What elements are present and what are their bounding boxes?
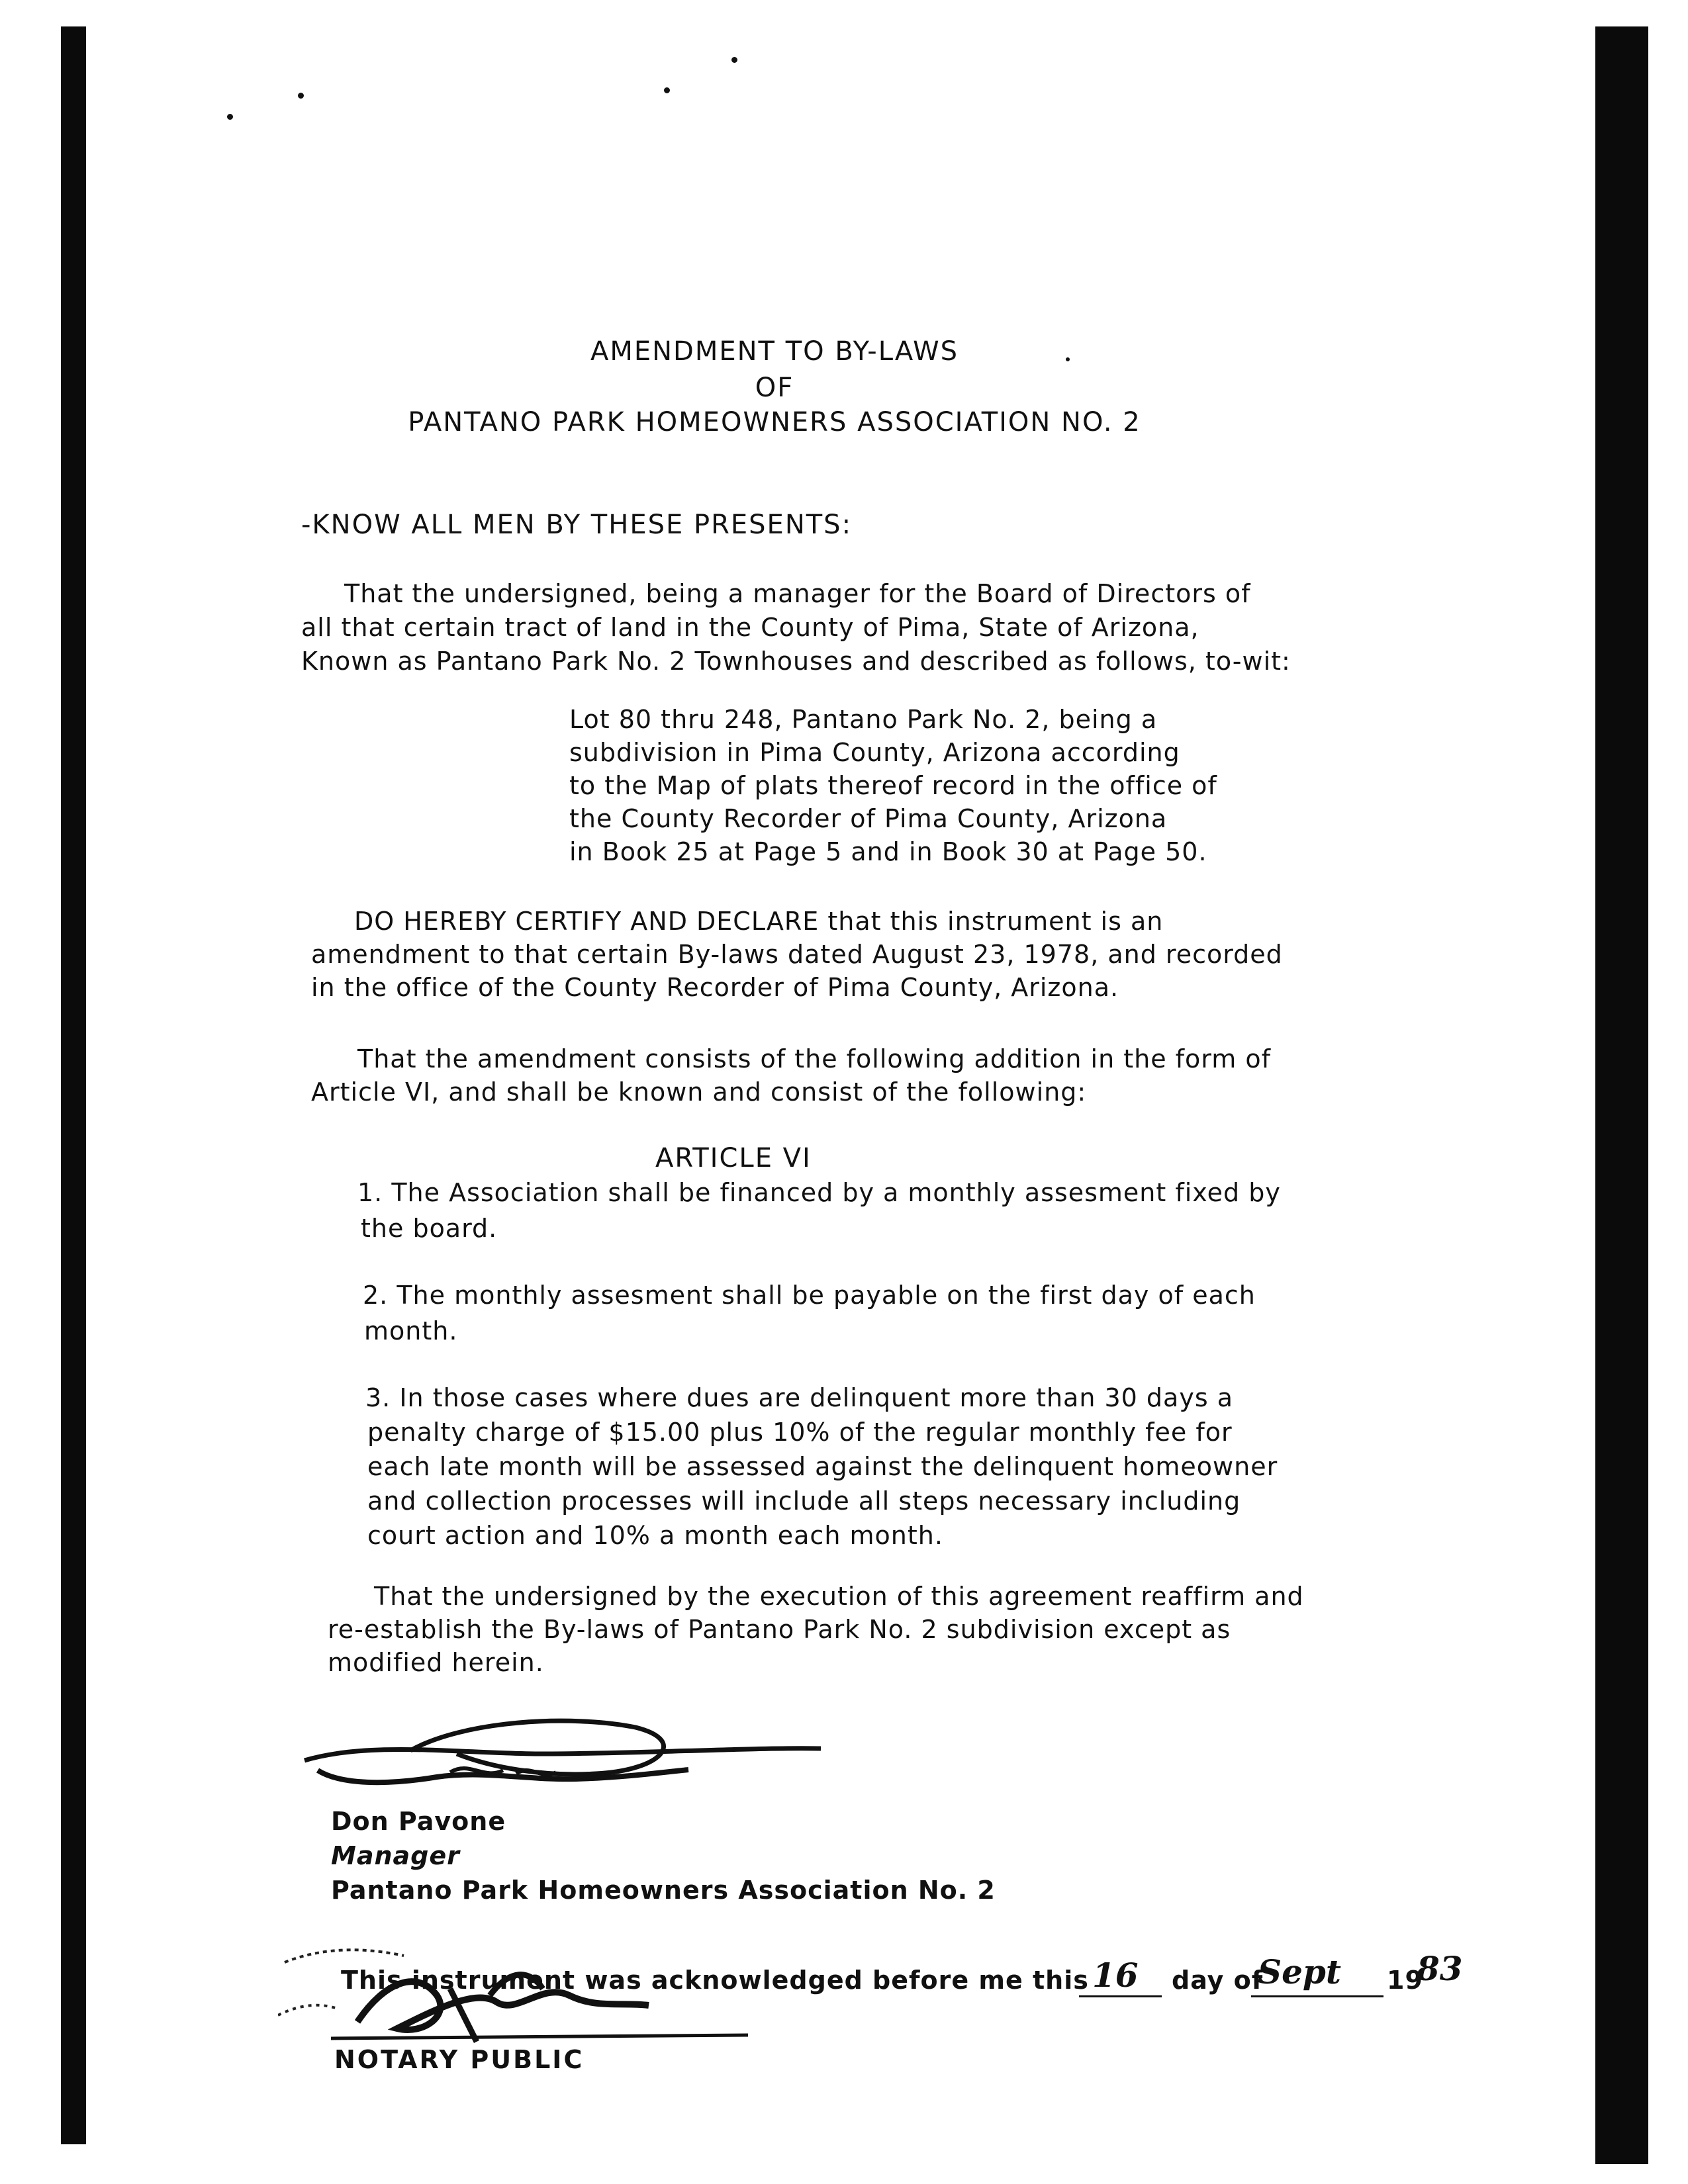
signatory-role: Manager [331, 1841, 460, 1870]
scan-speck [664, 87, 670, 93]
day-of-label: day of [1172, 1966, 1264, 1995]
legal-description-line: the County Recorder of Pima County, Arizona [569, 804, 1168, 833]
document-title-association: PANTANO PARK HOMEOWNERS ASSOCIATION NO. 2 [408, 407, 1141, 437]
intro-line: That the undersigned, being a manager for the Board of Directors of [344, 579, 1251, 608]
scan-speck [731, 57, 737, 63]
preamble: -KNOW ALL MEN BY THESE PRESENTS: [301, 510, 853, 540]
consists-line: Article VI, and shall be known and consist of the following: [311, 1077, 1087, 1107]
legal-description-line: in Book 25 at Page 5 and in Book 30 at Page 50. [569, 837, 1207, 866]
article-item-3-cont: each late month will be assessed against the delinquent homeowner [367, 1452, 1278, 1481]
certify-line: amendment to that certain By-laws dated August 23, 1978, and recorded [311, 940, 1283, 969]
document-title: AMENDMENT TO BY-LAWS [590, 336, 959, 367]
intro-line: all that certain tract of land in the County of Pima, State of Arizona, [301, 613, 1199, 642]
reaffirm-line: That the undersigned by the execution of this agreement reaffirm and [374, 1582, 1304, 1611]
signatory-name: Don Pavone [331, 1807, 506, 1836]
article-item-3: 3. In those cases where dues are delinquent more than 30 days a [365, 1383, 1233, 1412]
article-item-3-cont: and collection processes will include all steps necessary including [367, 1486, 1241, 1516]
scan-speck [227, 114, 233, 120]
article-item-3-cont: court action and 10% a month each month. [367, 1521, 943, 1550]
reaffirm-line: modified herein. [328, 1648, 544, 1677]
document-title-of: OF [755, 373, 794, 403]
year-handwritten: 83 [1417, 1949, 1463, 1988]
article-item-3-cont: penalty charge of $15.00 plus 10% of the regular monthly fee for [367, 1418, 1233, 1447]
day-blank [1079, 1995, 1162, 1997]
article-heading: ARTICLE VI [655, 1143, 812, 1173]
reaffirm-line: re-establish the By-laws of Pantano Park No. 2 subdivision except as [328, 1615, 1231, 1644]
article-item-2: 2. The monthly assesment shall be payable on the first day of each [363, 1281, 1256, 1310]
certify-line: in the office of the County Recorder of Pima County, Arizona. [311, 973, 1119, 1002]
article-item-1: 1. The Association shall be financed by a monthly assesment fixed by [357, 1178, 1281, 1207]
article-item-2-cont: month. [364, 1316, 458, 1345]
intro-line: Known as Pantano Park No. 2 Townhouses and described as follows, to-wit: [301, 647, 1291, 676]
acknowledgment-text: This instrument was acknowledged before me this [341, 1966, 1089, 1995]
year-prefix: 19 [1387, 1966, 1423, 1995]
day-handwritten: 16 [1092, 1956, 1139, 1995]
notary-public-label: NOTARY PUBLIC [334, 2045, 585, 2074]
consists-line: That the amendment consists of the following addition in the form of [357, 1044, 1271, 1073]
notary-signature [278, 1942, 755, 2062]
month-handwritten: Sept [1258, 1952, 1341, 1991]
manager-signature [291, 1714, 834, 1807]
article-item-1-cont: the board. [361, 1214, 498, 1243]
scan-border-right [1595, 26, 1648, 2164]
certify-line: DO HEREBY CERTIFY AND DECLARE that this instrument is an [354, 907, 1164, 936]
legal-description-line: subdivision in Pima County, Arizona according [569, 738, 1180, 767]
legal-description-line: Lot 80 thru 248, Pantano Park No. 2, being a [569, 705, 1158, 734]
signatory-organization: Pantano Park Homeowners Association No. 2 [331, 1876, 996, 1905]
legal-description-line: to the Map of plats thereof record in the office of [569, 771, 1217, 800]
month-blank [1251, 1995, 1383, 1997]
scan-speck [298, 93, 304, 99]
